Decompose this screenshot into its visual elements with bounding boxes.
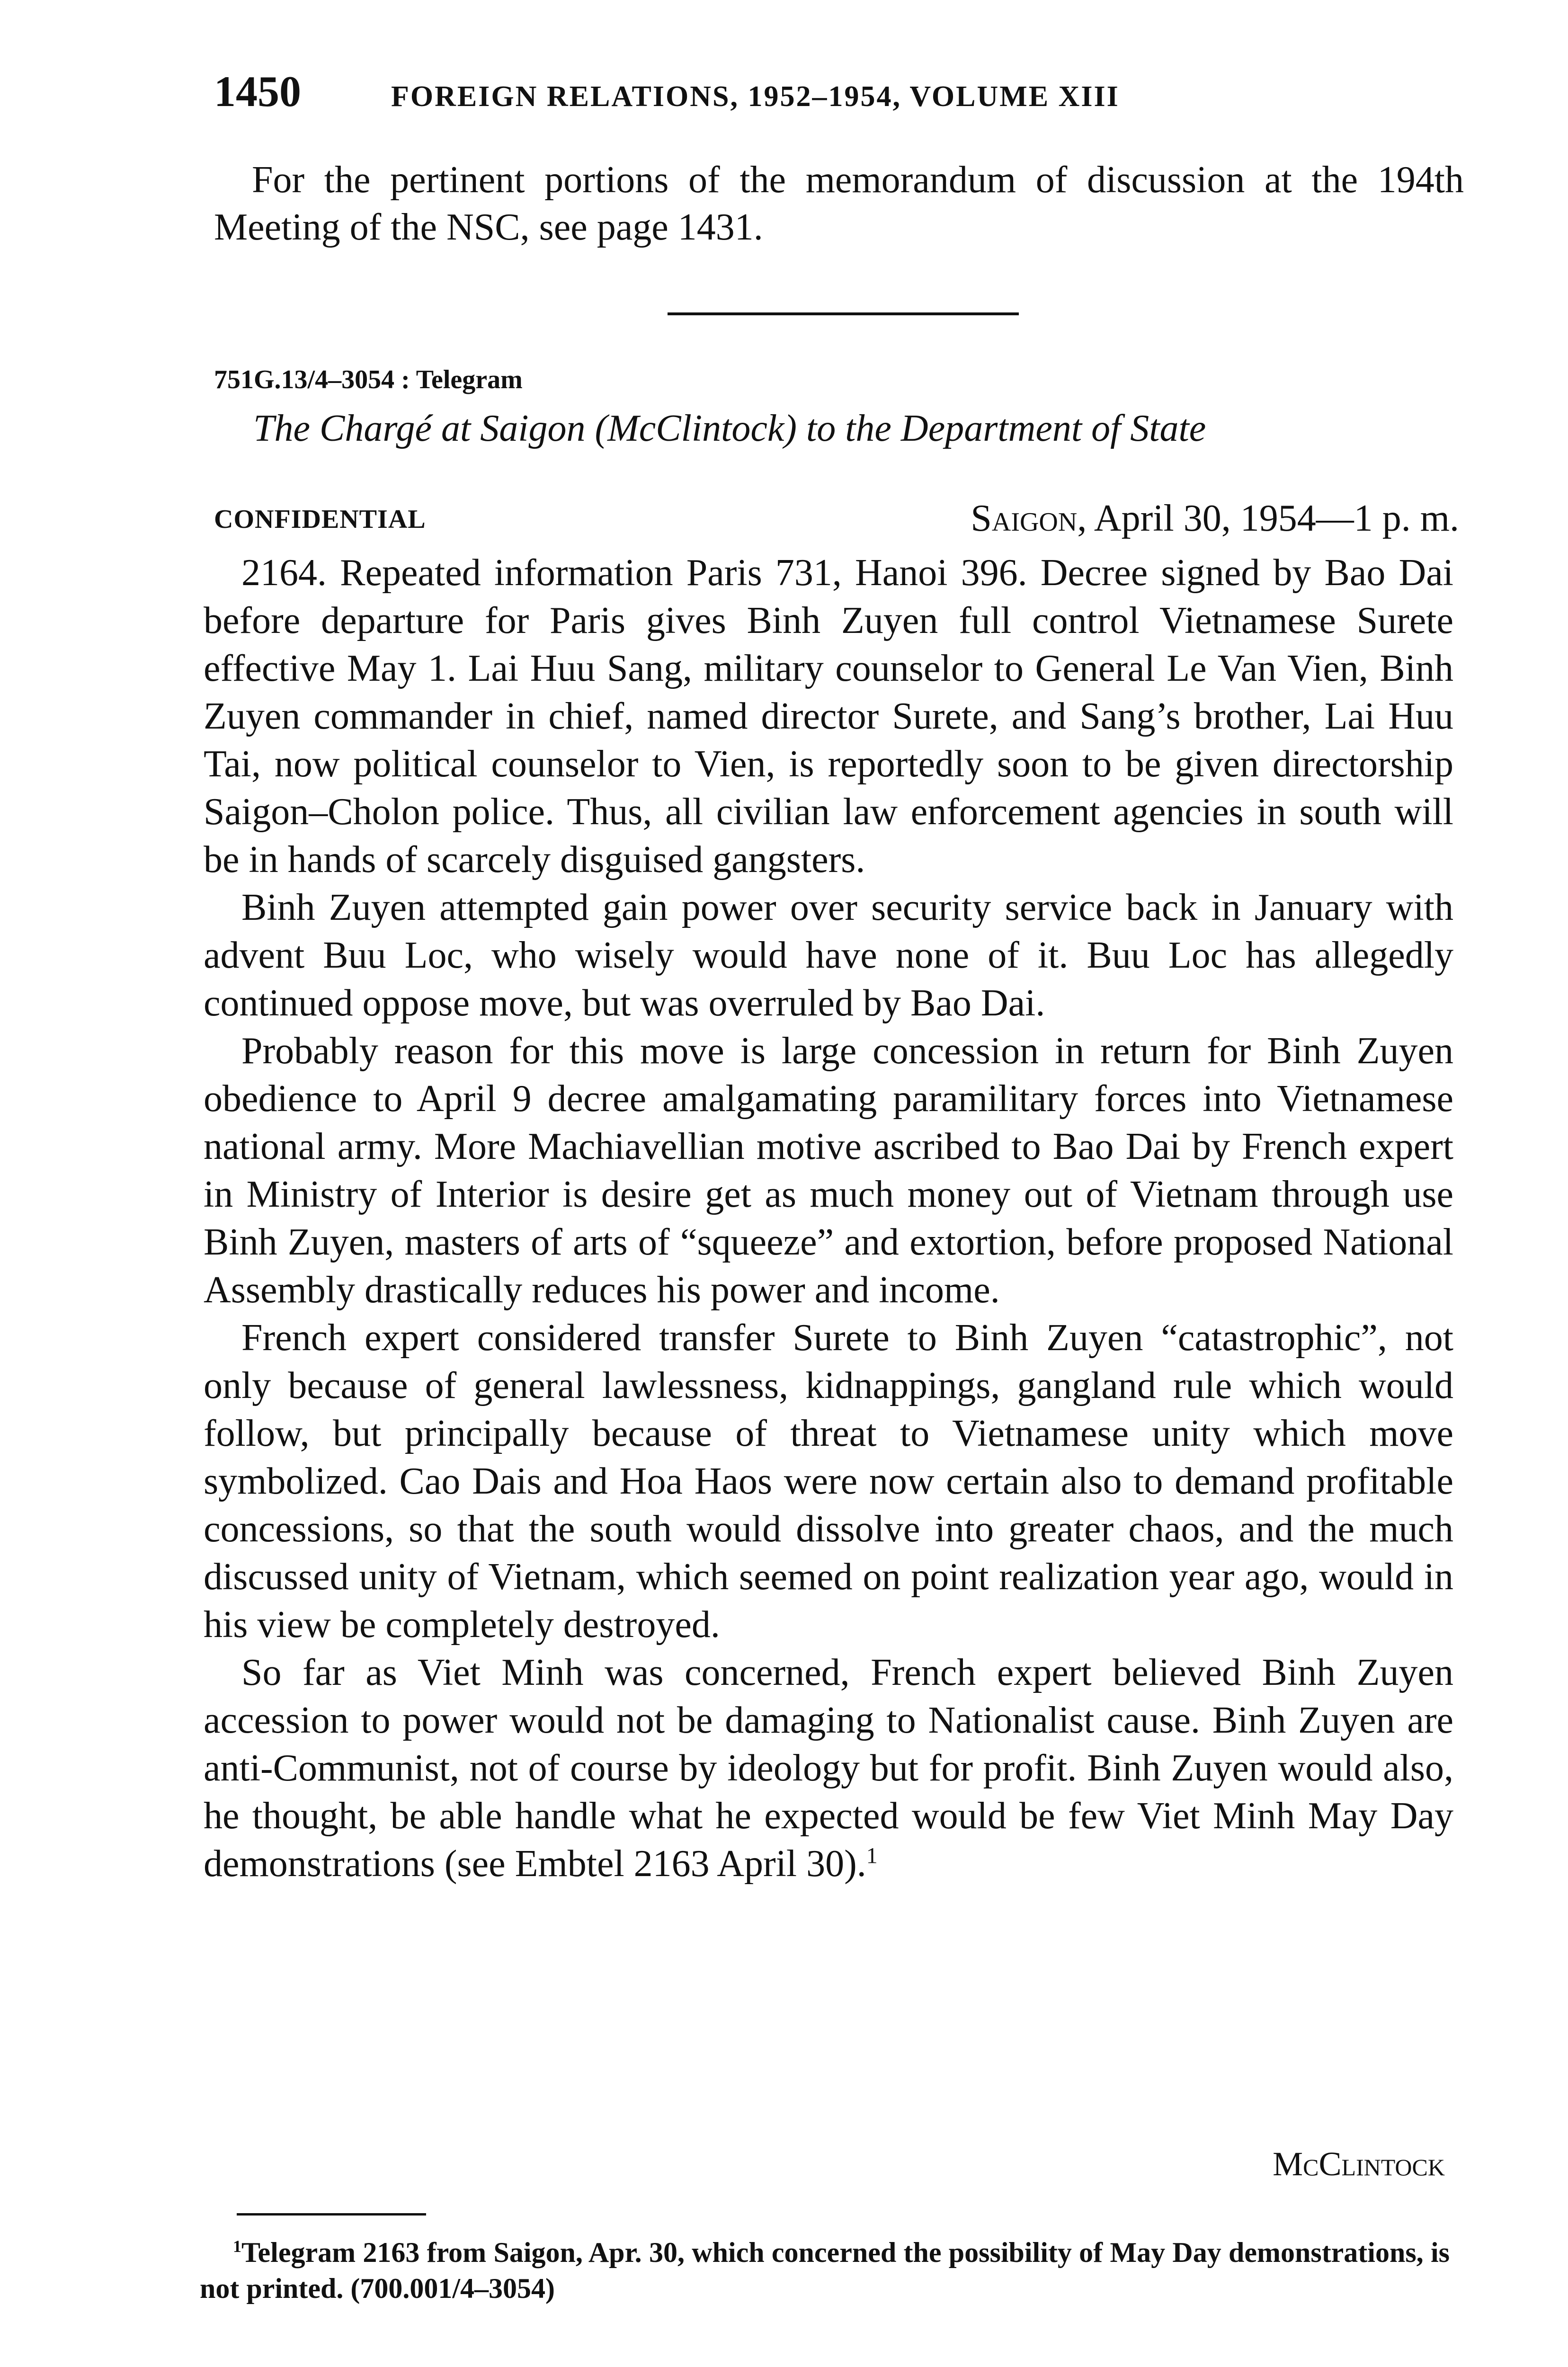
body-paragraph-5-text: So far as Viet Minh was concerned, French expert believed Binh Zuyen accession to power would not be damaging to Nationalist cause. Binh Zuyen are anti-Communist, not of course by ideology but for profit. Binh Zuyen would also, he thought, be able handle what he expected would be few Viet Minh May Day demonstrations (see Embtel 2163 April 30).	[204, 1652, 1453, 1885]
telegram-body	[204, 549, 1453, 1888]
footnote-reference: 1	[866, 1843, 878, 1869]
classification-label: CONFIDENTIAL	[214, 505, 426, 534]
running-head: FOREIGN RELATIONS, 1952–1954, VOLUME XIII	[391, 80, 1120, 113]
dateline-date: , April 30, 1954—1 p. m.	[1077, 498, 1459, 539]
footnote-divider	[237, 2213, 426, 2216]
body-paragraph-3: Probably reason for this move is large concession in return for Binh Zuyen obedience to April 9 decree amalgamating paramilitary forces into Vietnamese national army. More Machiavellian motive ascribed to Bao Dai by French expert in Ministry of Interior is desire get as much money out of Vietnam through use Binh Zuyen, masters of arts of “squeeze” and extortion, before proposed National Assembly drastically reduces his power and income.	[204, 1030, 1453, 1311]
signature: McClintock	[1273, 2145, 1445, 2183]
intro-note	[214, 156, 1464, 251]
dateline	[971, 497, 1459, 540]
intro-paragraph: For the pertinent portions of the memorandum of discussion at the 194th Meeting of the NSC, see page 1431.	[214, 159, 1464, 248]
body-paragraph-1: 2164. Repeated information Paris 731, Hanoi 396. Decree signed by Bao Dai before departure for Paris gives Binh Zuyen full control Vietnamese Surete effective May 1. Lai Huu Sang, military counselor to General Le Van Vien, Binh Zuyen commander in chief, named director Surete, and Sang’s brother, Lai Huu Tai, now political counselor to Vien, is reportedly soon to be given directorship Saigon–Cholon police. Thus, all civilian law enforcement agencies in south will be in hands of scarcely disguised gangsters.	[204, 552, 1453, 881]
body-paragraph-4: French expert considered transfer Surete to Binh Zuyen “catastrophic”, not only because of general lawlessness, kidnappings, gangland rule which would follow, but principally because of threat to Vietnamese unity which move symbolized. Cao Dais and Hoa Haos were now certain also to demand profitable concessions, so that the south would dissolve into greater chaos, and the much discussed unity of Vietnam, which seemed on point realization year ago, would in his view be completely destroyed.	[204, 1317, 1453, 1646]
footnote-text: Telegram 2163 from Saigon, Apr. 30, which concerned the possibility of May Day demonstrations, is not printed. (700.001/4–3054)	[200, 2237, 1450, 2304]
file-number: 751G.13/4–3054 : Telegram	[214, 365, 523, 394]
body-paragraph-5	[204, 1649, 1453, 1888]
dateline-place: Saigon	[971, 498, 1078, 539]
page-header	[214, 66, 1492, 133]
page-number: 1450	[214, 67, 301, 116]
footnote	[200, 2234, 1450, 2306]
body-paragraph-2: Binh Zuyen attempted gain power over security service back in January with advent Buu Loc, who wisely would have none of it. Buu Loc has allegedly continued oppose move, but was overruled by Bao Dai.	[204, 887, 1453, 1024]
section-divider	[668, 312, 1019, 315]
document-title: The Chargé at Saigon (McClintock) to the Department of State	[253, 408, 1206, 449]
footnote-paragraph	[200, 2234, 1450, 2306]
footnote-marker: 1	[233, 2237, 241, 2256]
